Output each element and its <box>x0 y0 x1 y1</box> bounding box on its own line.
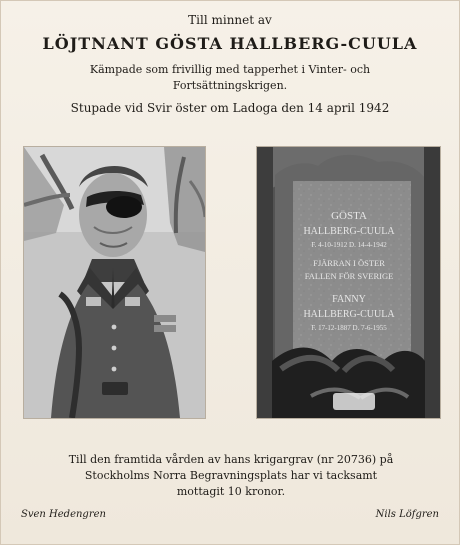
soldier-photo-illustration <box>24 147 205 418</box>
gravestone-line-1: GÖSTA <box>331 210 367 222</box>
gravestone-line-7: HALLBERG-CUULA <box>303 309 395 320</box>
gravestone-line-5: FALLEN FÖR SVERIGE <box>304 271 394 281</box>
footer-line-2: Stockholms Norra Begravningsplats har vi tacksamt <box>84 468 378 482</box>
gravestone-line-6: FANNY <box>332 294 366 305</box>
gravestone-photo <box>256 146 441 419</box>
footer-line-1: Till den framtida vården av hans krigargrav (nr 20736) på <box>68 453 394 466</box>
memorial-service-line-2: Fortsättningskrigen. <box>172 78 288 92</box>
gravestone-line-8: F. 17-12-1887 D. 7-6-1955 <box>311 324 387 332</box>
memorial-footer <box>19 452 443 500</box>
footer-line-3: mottagit 10 kronor. <box>176 484 286 498</box>
gravestone-line-3: F. 4-10-1912 D. 14-4-1942 <box>311 241 387 249</box>
memorial-name-title: LÖJTNANT GÖSTA HALLBERG-CUULA <box>42 34 418 54</box>
memorial-death-line: Stupade vid Svir öster om Ladoga den 14 april 1942 <box>70 100 390 115</box>
signature-right: Nils Löfgren <box>375 509 439 520</box>
gravestone-line-4: FJÄRRAN I ÖSTER <box>313 258 385 268</box>
gravestone-line-2: HALLBERG-CUULA <box>303 226 395 237</box>
memorial-service-line-1: Kämpade som frivillig med tapperhet i Vinter- och <box>89 62 371 76</box>
memorial-intro-line: Till minnet av <box>188 13 272 27</box>
memorial-header <box>1 13 459 115</box>
gravestone-photo-illustration <box>257 147 440 418</box>
soldier-photo <box>23 146 206 419</box>
signature-left: Sven Hedengren <box>21 509 106 520</box>
